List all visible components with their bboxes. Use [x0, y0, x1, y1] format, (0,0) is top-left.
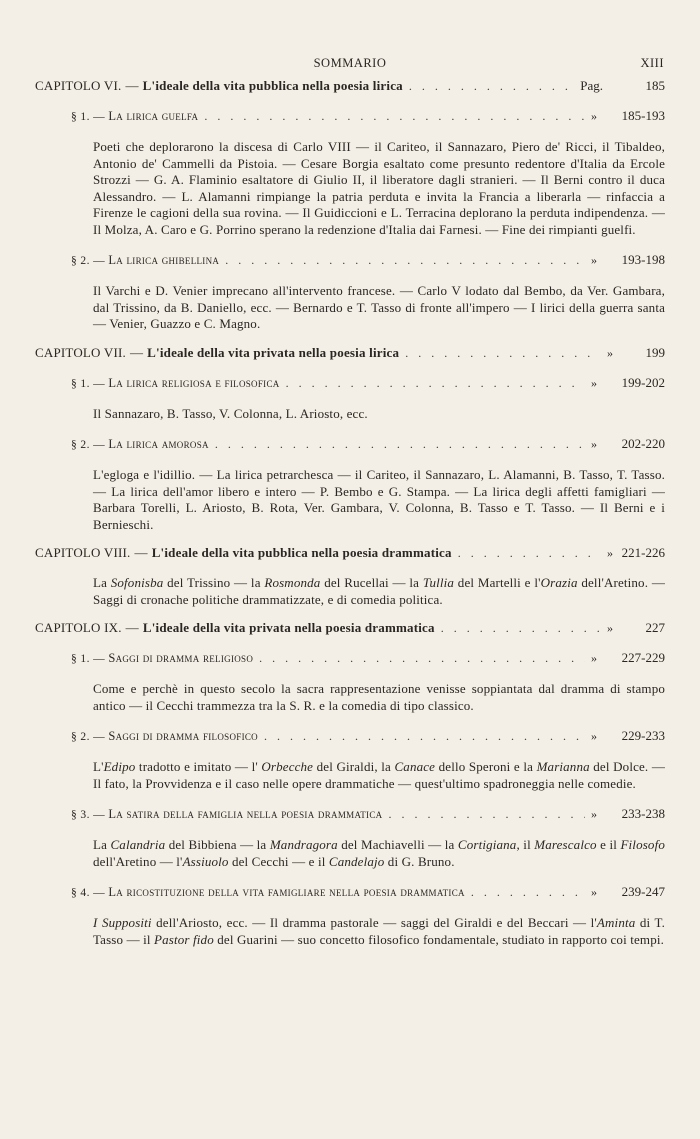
summary-text: di G. Bruno.: [384, 853, 455, 869]
table-of-contents: [35, 76, 665, 960]
chapter-heading: [35, 78, 403, 94]
section-summary: [93, 837, 665, 870]
section-title: La lirica guelfa: [108, 109, 199, 123]
summary-text: Il Varchi e D. Venier imprecano all'intervento francese. — Carlo V lodato dal Bembo, da Ver. Gambara, dal Trissino, da B. Daniello, ecc. — Bernardo e T. Tasso di fronte all'impero — I lirici della guerra santa — Venier, Guazzo e C. Magno.: [93, 283, 665, 331]
ditto-marker: »: [591, 375, 597, 390]
chapter-label: CAPITOLO VII.: [35, 344, 126, 360]
section-heading: [71, 375, 280, 392]
italic-title-text: Cortigiana,: [457, 837, 520, 852]
summary-text: dell'Aretino. — Saggi di cronache politiche drammatizzate, e di comedia politica.: [93, 575, 665, 607]
section-summary: [93, 467, 665, 533]
chapter-title: L'ideale della vita pubblica nella poesia drammatica: [151, 545, 452, 560]
section-pages: 229-233: [621, 728, 665, 743]
summary-text: tradotto e imitato — l': [135, 759, 262, 774]
summary-text: del Machiavelli — la: [337, 837, 458, 852]
header-title: SOMMARIO: [313, 56, 387, 70]
chapter-pages: 227: [645, 620, 665, 635]
summary-text: L': [93, 759, 104, 774]
summary-text: L'egloga e l'idillio. — La lirica petrarchesca — il Cariteo, il Sannazaro, L. Alamanni, B. Tasso, T. Tasso. — La lirica dell'amor libero e intero — P. Bembo e G. Stampa. — La lirica degli affetti famigliari — Barbara Torelli, L. Ariosto, B. Rota, Ver. Gambara, V. Colonna, B. Tasso e T. Tasso. — Il Berni e i Bernieschi.: [93, 467, 665, 532]
italic-title-text: Pastor fido: [154, 931, 214, 947]
section-number: § 3.: [71, 809, 90, 821]
header-page-number: XIII: [640, 56, 664, 70]
dot-leader: [215, 436, 585, 452]
section-title: La satira della famiglia nella poesia drammatica: [108, 807, 383, 821]
section-heading: [71, 806, 382, 823]
summary-text: Poeti che deplorarono la discesa di Carlo VIII — il Cariteo, il Sannazaro, Piero de' Ricci, il Tibaldeo, Antonio de' Cammelli da Pistoia. — Cesare Borgia esaltato come presunto redentore d'Italia da Ercole Strozzi — G. A. Flaminio esaltatore di Giulio II, il liberatore dagli stranieri. — Il Berni contro il duca Alessandro. — L. Alamanni rimpiange la patria perduta e invita la Francia a liberarla — rinfaccia a Firenze le cagioni della sua rovina. — Il Guidiccioni e L. Terracina deplorano la perduta indipendenza. — Il Molza, A. Caro e G. Porrino sperano la redenzione d'Italia dai Farnesi. — Fine dei rimpianti guelfi.: [93, 139, 665, 237]
chapter-heading-row: [35, 78, 665, 94]
summary-text: Il Sannazaro, B. Tasso, V. Colonna, L. Ariosto, ecc.: [93, 405, 368, 421]
dot-leader: [204, 108, 585, 124]
section-heading: [71, 436, 209, 453]
section-number: § 2.: [71, 439, 90, 451]
section-heading: [71, 728, 258, 745]
summary-text: del Guarini — suo concetto filosofico fondamentale, studiato in rapporto coi tempi.: [213, 931, 664, 947]
summary-text: La: [93, 575, 111, 590]
dot-leader: [264, 728, 585, 744]
dot-leader: [409, 78, 574, 94]
summary-text: del Giraldi, la: [313, 759, 395, 774]
italic-title-text: I Suppositi: [93, 915, 152, 930]
section-summary: [93, 575, 665, 608]
summary-text: e il: [596, 837, 621, 852]
dash: —: [93, 887, 106, 899]
summary-text: del Rucellai — la: [320, 575, 423, 590]
section-title: La lirica amorosa: [108, 437, 209, 451]
summary-text: del Trissino — la: [163, 575, 265, 590]
chapter-title: L'ideale della vita pubblica nella poesia lirica: [142, 78, 403, 93]
summary-text: del Cecchi — e il: [228, 853, 329, 869]
dot-leader: [225, 252, 585, 268]
section-number: § 1.: [71, 653, 90, 665]
section-summary: [93, 681, 665, 714]
chapter-heading: [35, 545, 452, 561]
dash: —: [93, 255, 106, 267]
section-pages: 233-238: [621, 806, 665, 821]
ditto-marker: »: [607, 345, 613, 360]
ditto-marker: »: [607, 621, 613, 635]
chapter-pages: 199: [645, 344, 665, 360]
chapter-entry: [35, 620, 665, 948]
ditto-marker: »: [591, 729, 597, 743]
section-heading-row: [71, 728, 665, 745]
section-heading-row: [71, 884, 665, 901]
summary-text: di T. Tasso — il: [93, 915, 666, 947]
section-number: § 1.: [71, 111, 90, 123]
section-number: § 1.: [71, 377, 90, 390]
italic-title-text: Filosofo: [620, 837, 665, 852]
chapter-heading-row: [35, 345, 665, 361]
chapter-heading-row: [35, 545, 665, 561]
section-pages: 193-198: [621, 252, 665, 267]
section-heading-row: [71, 108, 665, 125]
summary-text: Come e perchè in questo secolo la sacra rappresentazione venisse soppiantata dal dramma di stampo antico — il Cecchi trammezza tra la S. R. e la comedia di tipo classico.: [93, 681, 665, 713]
italic-title-text: Rosmonda: [264, 575, 321, 590]
chapter-pages: 185: [645, 78, 665, 93]
dot-leader: [259, 650, 585, 666]
ditto-marker: »: [591, 651, 597, 665]
summary-text: del Martelli e l': [454, 575, 541, 590]
italic-title-text: Sofonisba: [110, 575, 164, 590]
italic-title-text: Tullia: [422, 575, 455, 590]
ditto-marker: »: [591, 885, 597, 899]
section-heading: [71, 884, 465, 901]
chapter-entry: [35, 545, 665, 608]
ditto-marker: »: [591, 437, 597, 451]
dash: —: [93, 111, 106, 123]
dash: —: [93, 439, 106, 451]
section-heading-row: [71, 436, 665, 453]
dash: —: [129, 344, 144, 360]
section-heading-row: [71, 650, 665, 667]
summary-text: dell'Ariosto, ecc. — Il dramma pastorale — saggi del Giraldi e del Beccari — l': [151, 915, 597, 930]
chapter-heading: [35, 345, 399, 361]
dash: —: [93, 731, 106, 743]
italic-title-text: Marescalco: [534, 837, 597, 852]
italic-title-text: Orazia: [540, 575, 578, 590]
section-number: § 4.: [71, 887, 90, 899]
section-heading: [71, 252, 219, 269]
dash: —: [125, 78, 139, 93]
chapter-heading-row: [35, 620, 665, 636]
ditto-marker: »: [591, 807, 597, 821]
chapter-title: L'ideale della vita privata nella poesia drammatica: [142, 620, 435, 635]
section-heading: [71, 650, 253, 667]
dash: —: [93, 377, 106, 390]
section-title: Saggi di dramma religioso: [108, 651, 254, 665]
section-title: La lirica religiosa e filosofica: [108, 375, 280, 390]
ditto-marker: »: [591, 109, 597, 123]
ditto-marker: »: [591, 253, 597, 267]
section-summary: [93, 283, 665, 333]
italic-title-text: Mandragora: [269, 837, 338, 852]
section-pages: 199-202: [621, 374, 665, 390]
chapter-title: L'ideale della vita privata nella poesia lirica: [147, 344, 400, 360]
summary-text: dell'Aretino — l': [93, 853, 183, 869]
section-heading-row: [71, 806, 665, 823]
summary-text: La: [93, 837, 111, 852]
section-title: Saggi di dramma filosofico: [108, 729, 258, 743]
dash: —: [93, 653, 106, 665]
dash: —: [93, 809, 106, 821]
dot-leader: [286, 375, 585, 391]
section-summary: [93, 406, 665, 423]
section-summary: [93, 759, 665, 792]
section-pages: 202-220: [621, 436, 665, 451]
summary-text: dello Speroni e la: [435, 759, 537, 774]
dash: —: [125, 620, 139, 635]
chapter-label: CAPITOLO VIII.: [35, 545, 131, 560]
chapter-entry: [35, 345, 665, 534]
section-number: § 2.: [71, 731, 90, 743]
chapter-label: CAPITOLO IX.: [35, 620, 122, 635]
section-heading-row: [71, 252, 665, 269]
section-summary: [93, 915, 665, 948]
chapter-label: CAPITOLO VI.: [35, 78, 122, 93]
summary-text: del Dolce. — Il fato, la Provvidenza e il caso nelle opere drammatiche — quest'ultimo spadroneggia nelle comedie.: [93, 759, 665, 791]
italic-title-text: Assiuolo: [182, 853, 229, 869]
chapter-entry: [35, 78, 665, 333]
italic-title-text: Orbecche: [261, 759, 314, 774]
section-number: § 2.: [71, 255, 90, 267]
dot-leader: [458, 545, 601, 561]
section-heading: [71, 108, 198, 125]
section-title: La ricostituzione della vita famigliare nella poesia drammatica: [108, 885, 465, 899]
italic-title-text: Candelajo: [328, 853, 385, 869]
ditto-marker: »: [607, 546, 613, 560]
dot-leader: [471, 884, 585, 900]
section-pages: 227-229: [621, 650, 665, 665]
section-title: La lirica ghibellina: [108, 253, 220, 267]
italic-title-text: Calandria: [110, 837, 166, 852]
italic-title-text: Edipo: [103, 759, 136, 774]
chapter-heading: [35, 620, 435, 636]
section-heading-row: [71, 375, 665, 392]
dash: —: [134, 545, 148, 560]
chapter-pages: 221-226: [621, 545, 665, 560]
section-summary: [93, 139, 665, 238]
italic-title-text: Marianna: [536, 759, 590, 774]
dot-leader: [405, 345, 601, 361]
summary-text: il: [519, 837, 535, 852]
running-header: [0, 56, 700, 76]
italic-title-text: Canace: [394, 759, 436, 774]
italic-title-text: Aminta: [596, 915, 636, 930]
dot-leader: [441, 620, 601, 636]
summary-text: del Bibbiena — la: [165, 837, 270, 852]
section-pages: 185-193: [621, 108, 665, 123]
dot-leader: [388, 806, 585, 822]
section-pages: 239-247: [621, 884, 665, 899]
page-label: Pag.: [580, 78, 603, 93]
